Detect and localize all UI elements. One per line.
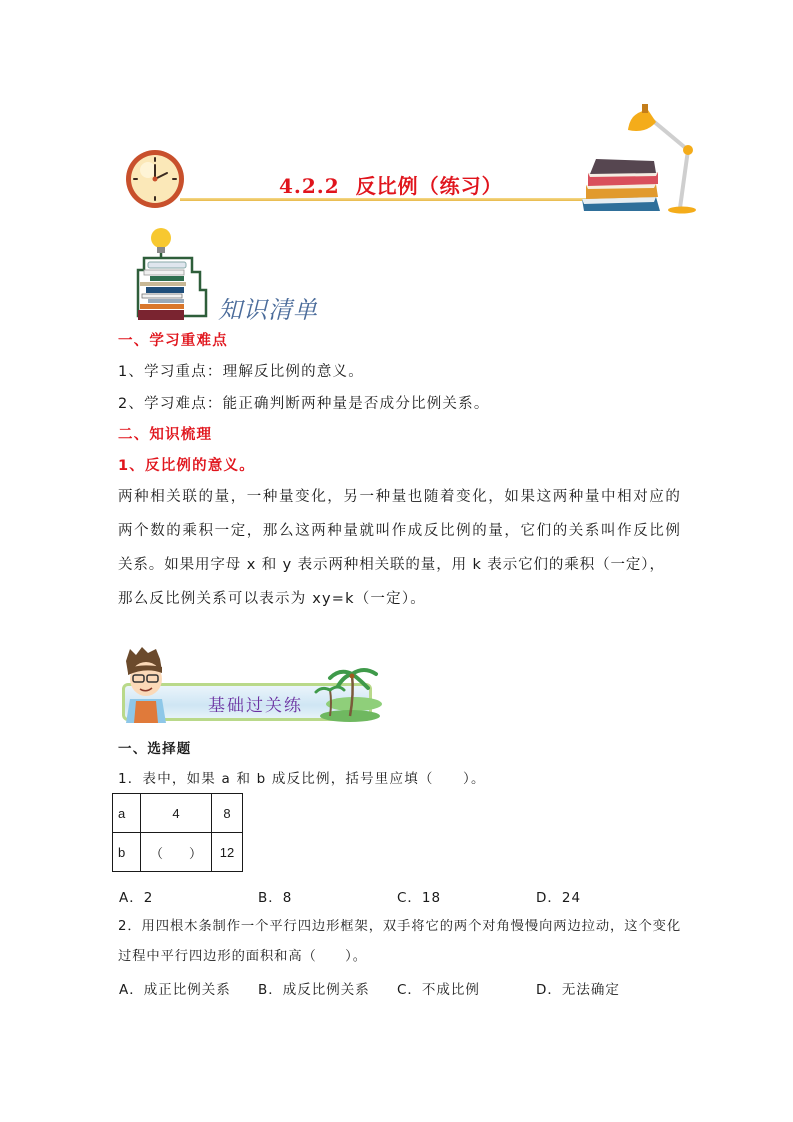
table-cell: 4 xyxy=(141,794,212,833)
section-heading-multiple-choice: 一、选择题 xyxy=(118,741,192,757)
definition-line-2: 两个数的乘积一定，那么这两种量就叫作成反比例的量，它们的关系叫作反比例 xyxy=(118,523,682,539)
q1-option-a[interactable]: A．2 xyxy=(119,890,154,906)
q2-option-c[interactable]: C．不成比例 xyxy=(397,982,480,998)
definition-line-4: 那么反比例关系可以表示为 xy=k（一定）。 xyxy=(118,591,426,607)
clock-icon xyxy=(124,148,186,210)
table-row xyxy=(113,833,243,872)
key-point-text: 1、学习重点：理解反比例的意义。 xyxy=(118,364,364,380)
section-heading-key-points: 一、学习重难点 xyxy=(118,333,228,349)
cartoon-teacher-icon xyxy=(120,647,172,723)
page-title xyxy=(279,170,503,199)
section-number: 4.2.2 xyxy=(279,174,340,198)
title-text: 反比例（练习） xyxy=(355,174,503,198)
q2-option-a[interactable]: A．成正比例关系 xyxy=(119,982,231,998)
definition-line-1: 两种相关联的量，一种量变化，另一种量也随着变化，如果这两种量中相对应的 xyxy=(118,489,682,505)
difficult-point-text: 2、学习难点：能正确判断两种量是否成分比例关系。 xyxy=(118,396,490,412)
subheading-inverse-proportion: 1、反比例的意义。 xyxy=(118,458,255,474)
table-cell: 8 xyxy=(212,794,243,833)
table-cell: a xyxy=(113,794,141,833)
lightbulb-books-icon xyxy=(132,226,212,322)
q2-option-d[interactable]: D．无法确定 xyxy=(536,982,620,998)
q1-option-b[interactable]: B．8 xyxy=(258,890,293,906)
q1-option-d[interactable]: D．24 xyxy=(536,890,582,906)
section-heading-knowledge-review: 二、知识梳理 xyxy=(118,427,213,443)
table-cell-blank: （ ） xyxy=(141,833,212,872)
definition-line-3: 关系。如果用字母 x 和 y 表示两种相关联的量，用 k 表示它们的乘积（一定）， xyxy=(118,557,665,573)
question-2-stem-line-1: 2．用四根木条制作一个平行四边形框架，双手将它的两个对角慢慢向两边拉动，这个变化 xyxy=(118,919,682,934)
table-row xyxy=(113,794,243,833)
knowledge-list-banner: 知识清单 xyxy=(218,296,318,324)
practice-banner-label: 基础过关练 xyxy=(208,696,303,716)
q2-option-b[interactable]: B．成反比例关系 xyxy=(258,982,370,998)
question-1-stem: 1．表中，如果 a 和 b 成反比例，括号里应填（ ）。 xyxy=(118,771,486,787)
table-cell: b xyxy=(113,833,141,872)
desk-lamp-icon xyxy=(626,100,706,215)
question-2-stem-line-2: 过程中平行四边形的面积和高（ ）。 xyxy=(118,949,367,964)
table-cell: 12 xyxy=(212,833,243,872)
question-1-table xyxy=(112,793,243,872)
q1-option-c[interactable]: C．18 xyxy=(397,890,442,906)
palm-tree-icon xyxy=(312,664,382,722)
